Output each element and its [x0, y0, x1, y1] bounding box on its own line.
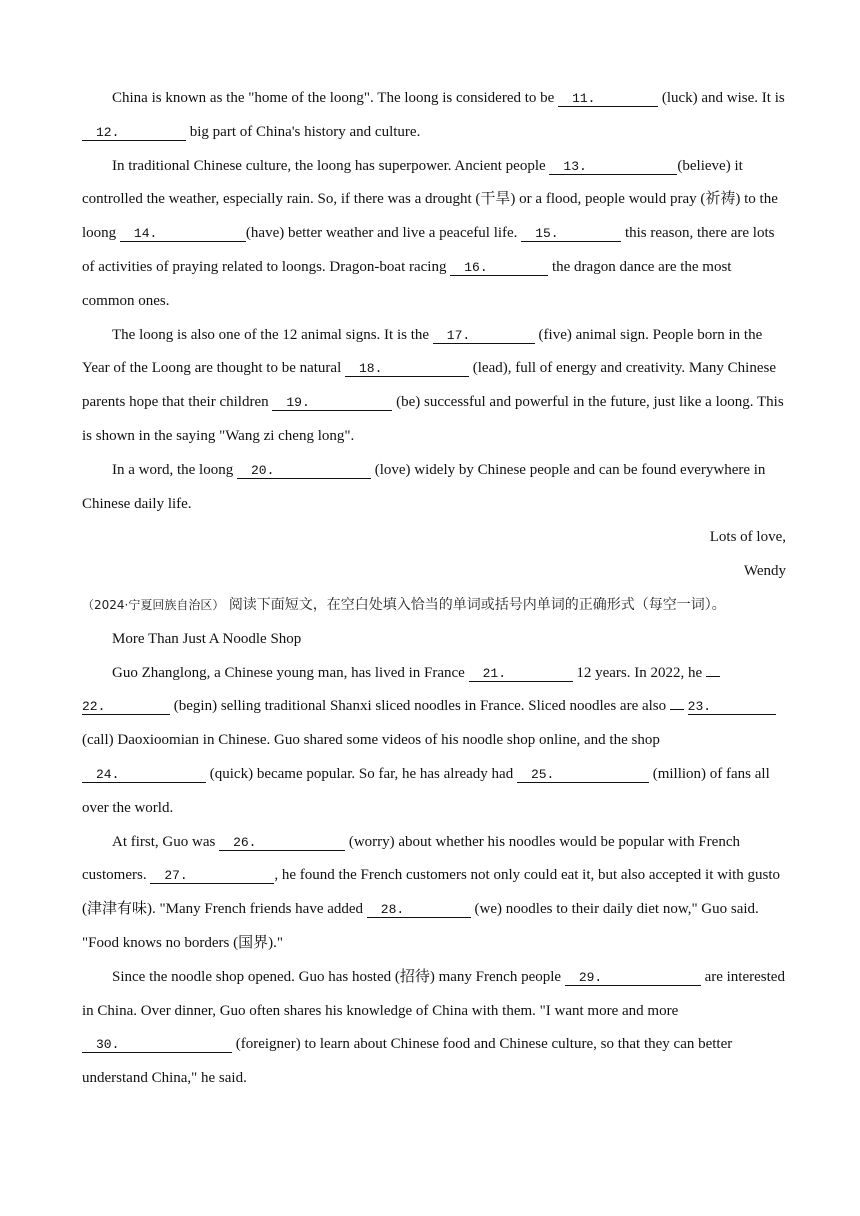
- blank-22[interactable]: 22.: [82, 699, 170, 715]
- blank-23-lead: [670, 694, 684, 710]
- blank-12[interactable]: 12.: [82, 125, 186, 141]
- blank-15[interactable]: 15.: [521, 226, 621, 242]
- text: (believe) it controlled the weather, especially rain. So, if there was a drought (干旱) or a flood, people would pray (祈祷) to the loong: [82, 157, 778, 242]
- blank-20[interactable]: 20.: [237, 463, 371, 479]
- text: (worry) about whether his noodles would be popular with French customers.: [82, 833, 740, 884]
- text: In traditional Chinese culture, the loong has superpower. Ancient people: [112, 157, 546, 174]
- text: (love) widely by Chinese people and can be found everywhere in Chinese daily life.: [82, 461, 766, 512]
- text: (be) successful and powerful in the future, just like a loong. This is shown in the saying "Wang zi cheng long".: [82, 394, 784, 444]
- text: In a word, the loong: [112, 461, 234, 478]
- letter-signature: Wendy: [743, 563, 786, 580]
- blank-24[interactable]: 24.: [82, 767, 206, 783]
- text: At first, Guo was: [112, 833, 216, 850]
- instruction-text: 阅读下面短文，在空白处填入恰当的单词或括号内单词的正确形式（每空一词）。: [228, 596, 726, 613]
- text: (quick) became popular. So far, he has already had: [209, 765, 514, 782]
- text: Since the noodle shop opened. Guo has hosted (招待) many French people: [112, 968, 562, 985]
- text: (million) of fans all over the world.: [82, 765, 770, 816]
- letter-closing: Lots of love,: [709, 529, 786, 546]
- passage2-paragraph-1: [82, 657, 786, 826]
- blank-29[interactable]: 29.: [565, 970, 701, 986]
- text: big part of China's history and culture.: [189, 123, 421, 140]
- blank-22-lead: [706, 661, 720, 677]
- text: 12 years. In 2022, he: [576, 664, 703, 681]
- passage2-paragraph-3: [82, 961, 786, 1096]
- blank-13[interactable]: 13.: [549, 159, 677, 175]
- text: (begin) selling traditional Shanxi sliced noodles in France. Sliced noodles are also: [173, 698, 667, 715]
- passage-title: More Than Just A Noodle Shop: [112, 630, 302, 647]
- text: are interested in China. Over dinner, Guo often shares his knowledge of China with them. "I want more and more: [82, 968, 785, 1019]
- text: Guo Zhanglong, a Chinese young man, has lived in France: [112, 664, 465, 681]
- text: , he found the French customers not only could eat it, but also accepted it with gusto (津津有味). "Many French friends have added: [82, 867, 781, 918]
- text: (luck) and wise. It is: [661, 90, 785, 106]
- text: China is known as the "home of the loong". The loong is considered to be: [112, 90, 555, 106]
- blank-27[interactable]: 27.: [150, 868, 274, 884]
- passage1-paragraph-3: [82, 319, 786, 454]
- text: (have) better weather and live a peaceful life.: [245, 225, 518, 242]
- blank-30[interactable]: 30.: [82, 1037, 232, 1053]
- question-source: （2024·宁夏回族自治区）: [82, 597, 225, 612]
- blank-28[interactable]: 28.: [367, 902, 471, 918]
- blank-26[interactable]: 26.: [219, 835, 345, 851]
- text: this reason, there are lots of activities of praying related to loongs. Dragon-boat racing: [82, 225, 775, 275]
- text: (lead), full of energy and creativity. Many Chinese parents hope that their children: [82, 360, 776, 411]
- text: (call) Daoxioomian in Chinese. Guo shared some videos of his noodle shop online, and the shop: [82, 732, 660, 749]
- section-instruction: [82, 589, 786, 623]
- text: (five) animal sign. People born in the Year of the Loong are thought to be natural: [82, 326, 763, 377]
- blank-25[interactable]: 25.: [517, 767, 649, 783]
- document-page: [82, 82, 786, 1096]
- passage1-paragraph-1: [82, 82, 786, 150]
- text: (we) noodles to their daily diet now," Guo said. "Food knows no borders (国界).": [82, 901, 759, 951]
- blank-21[interactable]: 21.: [469, 666, 573, 682]
- text: the dragon dance are the most common ones.: [82, 258, 732, 309]
- blank-11[interactable]: 11.: [558, 91, 658, 107]
- passage1-paragraph-4: [82, 454, 786, 522]
- blank-18[interactable]: 18.: [345, 361, 469, 377]
- blank-19[interactable]: 19.: [272, 395, 392, 411]
- passage2-paragraph-2: [82, 826, 786, 961]
- blank-23[interactable]: 23.: [688, 699, 776, 715]
- text: (foreigner) to learn about Chinese food and Chinese culture, so that they can better understand China," he said.: [82, 1036, 733, 1087]
- blank-14[interactable]: 14.: [120, 226, 246, 242]
- text: The loong is also one of the 12 animal signs. It is the: [112, 326, 430, 343]
- blank-16[interactable]: 16.: [450, 260, 548, 276]
- passage1-paragraph-2: [82, 150, 786, 319]
- blank-17[interactable]: 17.: [433, 328, 535, 344]
